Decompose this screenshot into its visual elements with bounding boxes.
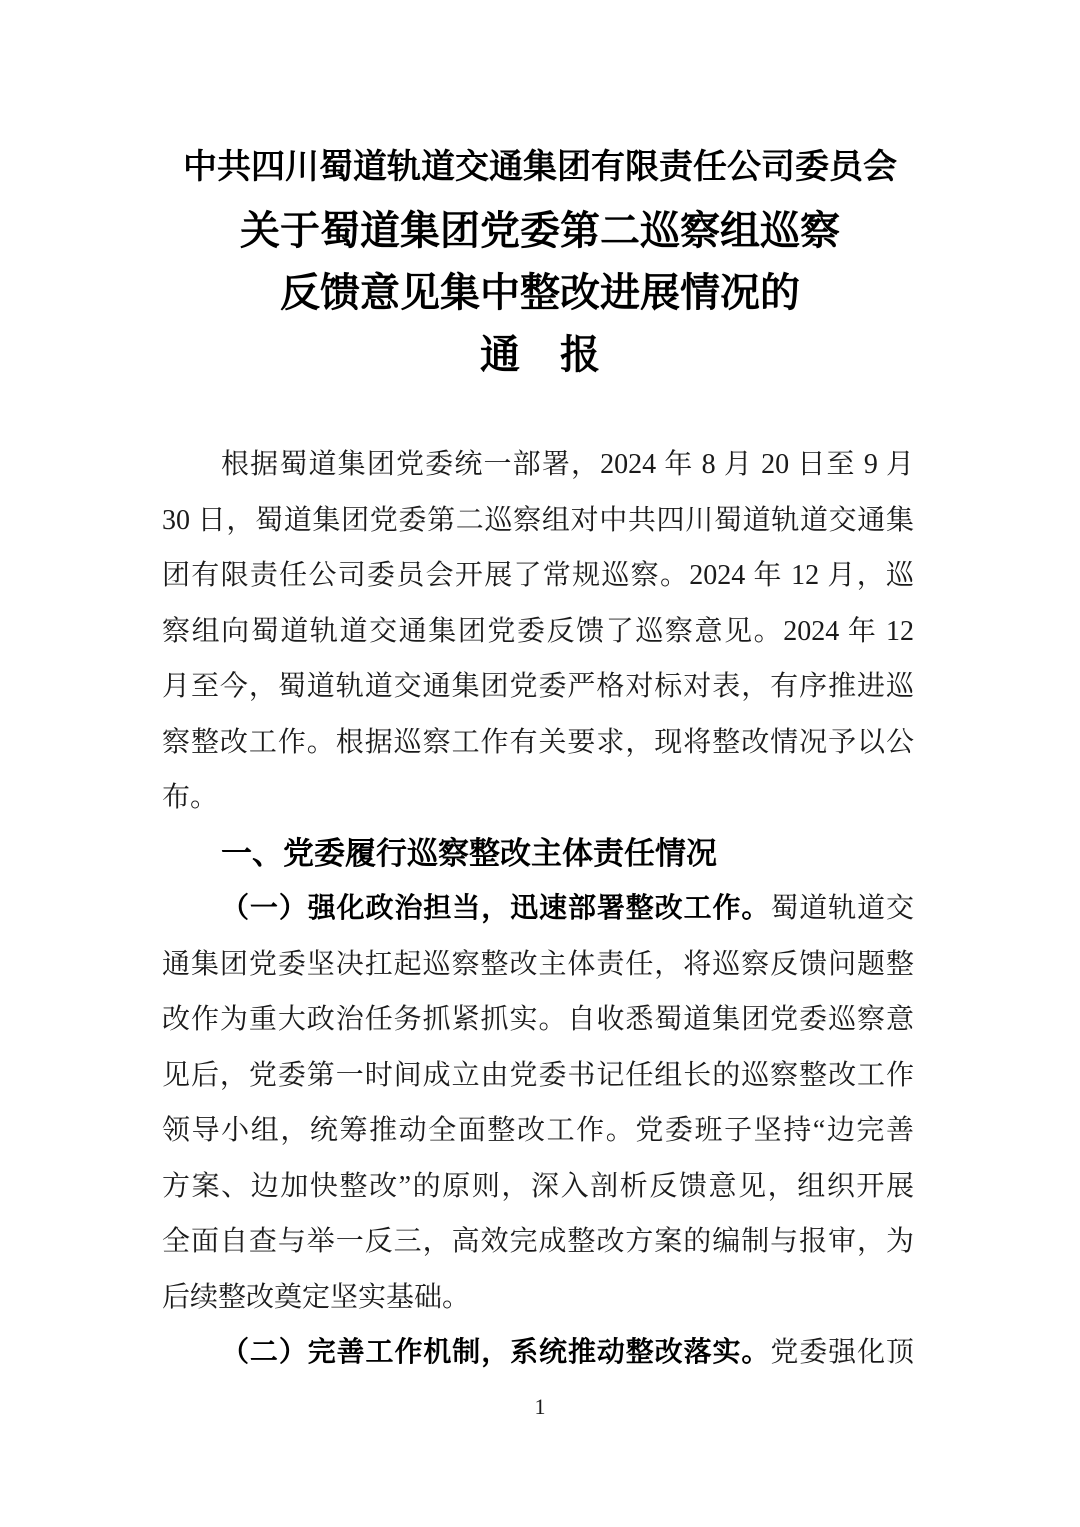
intro-paragraph-line: 察组向蜀道轨道交通集团党委反馈了巡察意见。2024 年 12 [162,615,914,647]
paragraph-line: 通集团党委坚决扛起巡察整改主体责任，将巡察反馈问题整 [162,948,914,980]
section-heading: 一、党委履行巡察整改主体责任情况 [221,835,717,871]
paragraph-line: 见后，党委第一时间成立由党委书记任组长的巡察整改工作 [162,1059,914,1091]
title-line-1: 中共四川蜀道轨道交通集团有限责任公司委员会 [183,149,897,186]
document-body [162,437,914,1381]
paragraph-line: 全面自查与举一反三，高效完成整改方案的编制与报审，为 [162,1226,914,1257]
intro-paragraph-line: 察整改工作。根据巡察工作有关要求，现将整改情况予以公 [162,726,914,758]
intro-paragraph-line: 团有限责任公司委员会开展了常规巡察。2024 年 12 月，巡 [162,560,914,591]
subsection-1-lead-rest: 蜀道轨道交 [770,893,914,924]
title-line-4: 通 报 [480,332,600,377]
paragraph-line: 后续整改奠定坚实基础。 [162,1281,471,1313]
title-line-3: 反馈意见集中整改进展情况的 [280,270,800,315]
subsection-1-first-line [162,881,914,937]
paragraph-line: 领导小组，统筹推动全面整改工作。党委班子坚持“边完善 [162,1115,914,1146]
subsection-2-first-line [162,1325,914,1381]
intro-paragraph-line: 30 日，蜀道集团党委第二巡察组对中共四川蜀道轨道交通集 [162,504,914,536]
document-title [165,136,915,386]
paragraph-line: 方案、边加快整改”的原则，深入剖析反馈意见，组织开展 [162,1170,914,1202]
paragraph-line: 改作为重大政治任务抓紧抓实。自收悉蜀道集团党委巡察意 [162,1004,914,1035]
intro-paragraph-line: 月至今，蜀道轨道交通集团党委严格对标对表，有序推进巡 [162,671,914,702]
subsection-2-lead-rest: 党委强化顶 [770,1337,914,1368]
subsection-1-lead: （一）强化政治担当，迅速部署整改工作。 [221,893,771,924]
page-number: 1 [534,1394,546,1419]
title-line-2: 关于蜀道集团党委第二巡察组巡察 [240,208,840,253]
intro-paragraph-line: 根据蜀道集团党委统一部署，2024 年 8 月 20 日至 9 月 [221,449,914,480]
intro-paragraph-line: 布。 [162,782,219,813]
subsection-2-lead: （二）完善工作机制，系统推动整改落实。 [221,1337,771,1368]
